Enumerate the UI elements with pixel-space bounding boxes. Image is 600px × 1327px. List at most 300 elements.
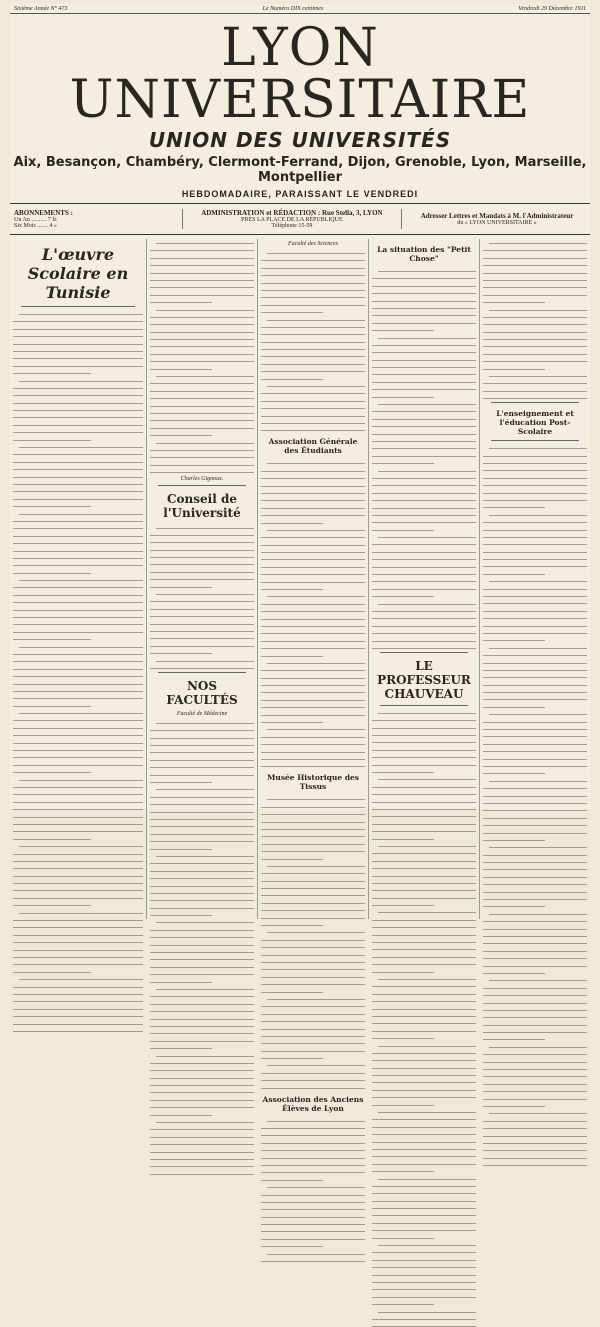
text-line xyxy=(13,620,143,625)
text-line xyxy=(261,286,365,291)
text-line xyxy=(372,990,476,995)
text-line xyxy=(150,246,254,251)
text-line xyxy=(13,739,143,744)
text-line xyxy=(150,1088,254,1093)
text-line xyxy=(261,637,365,642)
text-line xyxy=(372,738,476,743)
text-line xyxy=(372,1315,476,1320)
text-line xyxy=(372,489,476,494)
text-line xyxy=(13,694,143,699)
text-line xyxy=(372,526,434,531)
text-line xyxy=(150,1029,254,1034)
text-line xyxy=(489,910,587,915)
text-line xyxy=(378,1108,476,1113)
text-line xyxy=(378,975,476,980)
text-line xyxy=(13,820,143,825)
text-line xyxy=(261,1139,365,1144)
text-line xyxy=(150,620,254,625)
text-line xyxy=(150,970,254,975)
article-title-chauveau: LE PROFESSEUR CHAUVEAU xyxy=(377,658,471,701)
text-line xyxy=(372,370,476,375)
text-line xyxy=(150,431,212,436)
text-line xyxy=(261,570,365,575)
text-line xyxy=(261,293,365,298)
text-line xyxy=(13,879,143,884)
text-line xyxy=(372,1248,476,1253)
text-line xyxy=(483,607,587,612)
text-line xyxy=(483,474,587,479)
text-line xyxy=(489,710,587,715)
text-line xyxy=(372,407,476,412)
text-line xyxy=(150,416,254,421)
text-line xyxy=(483,1065,587,1070)
text-line xyxy=(150,1148,254,1153)
text-line xyxy=(150,1074,254,1079)
text-line xyxy=(372,622,476,627)
text-line xyxy=(489,976,587,981)
text-line xyxy=(261,733,365,738)
text-line xyxy=(261,352,365,357)
text-line xyxy=(13,428,143,433)
text-line xyxy=(150,379,254,384)
text-line xyxy=(261,973,365,978)
text-line xyxy=(13,613,143,618)
text-line xyxy=(483,673,587,678)
text-line xyxy=(13,569,91,574)
text-line xyxy=(372,1293,476,1298)
text-line xyxy=(483,350,587,355)
text-line xyxy=(483,254,587,259)
text-line xyxy=(261,906,365,911)
article-body xyxy=(483,444,587,1166)
text-line xyxy=(372,637,476,642)
text-line xyxy=(150,941,254,946)
text-line xyxy=(483,947,587,952)
text-line xyxy=(13,406,143,411)
text-line xyxy=(261,271,365,276)
text-line xyxy=(150,933,254,938)
text-line xyxy=(261,367,365,372)
text-line xyxy=(483,858,587,863)
text-line xyxy=(261,541,365,546)
text-line xyxy=(483,1035,545,1040)
article-title-post-scolaire: L'enseignement et l'éducation Post-Scolaire xyxy=(496,409,574,437)
text-line xyxy=(267,1250,365,1255)
text-line xyxy=(13,746,143,751)
text-line xyxy=(483,984,587,989)
text-line xyxy=(483,695,587,700)
text-line xyxy=(483,481,587,486)
text-line xyxy=(261,426,365,431)
text-line xyxy=(150,904,254,909)
text-line xyxy=(13,628,143,633)
text-line xyxy=(150,822,254,827)
text-line xyxy=(150,889,254,894)
text-line xyxy=(13,473,143,478)
text-line xyxy=(261,965,365,970)
text-line xyxy=(150,313,254,318)
text-line xyxy=(372,1182,476,1187)
text-line xyxy=(483,585,587,590)
text-line xyxy=(267,249,365,254)
text-line xyxy=(261,1039,365,1044)
text-line xyxy=(378,533,476,538)
text-line xyxy=(483,320,587,325)
address-sub: du « LYON UNIVERSITAIRE » xyxy=(457,220,537,226)
text-line xyxy=(378,1175,476,1180)
text-line xyxy=(156,785,254,790)
text-line xyxy=(13,761,143,766)
text-line xyxy=(13,1020,143,1025)
text-line xyxy=(372,1138,476,1143)
text-line xyxy=(372,614,476,619)
text-line xyxy=(261,914,365,919)
text-line xyxy=(372,430,476,435)
text-line xyxy=(13,857,143,862)
text-line xyxy=(372,1211,476,1216)
text-line xyxy=(156,372,254,377)
text-line xyxy=(150,1007,254,1012)
text-line xyxy=(372,1101,434,1106)
text-line xyxy=(483,865,587,870)
text-line xyxy=(483,814,587,819)
text-line xyxy=(372,960,476,965)
text-line xyxy=(19,776,143,781)
text-line xyxy=(267,659,365,664)
text-line xyxy=(372,474,476,479)
text-line xyxy=(378,400,476,405)
text-line xyxy=(13,650,143,655)
article-body xyxy=(13,310,143,1032)
text-line xyxy=(372,481,476,486)
text-line xyxy=(13,968,91,973)
text-line xyxy=(372,378,476,383)
text-line xyxy=(261,711,365,716)
text-line xyxy=(156,306,254,311)
text-line xyxy=(261,419,365,424)
text-line xyxy=(150,896,254,901)
text-line xyxy=(483,784,587,789)
text-line xyxy=(150,642,254,647)
text-line xyxy=(150,649,212,654)
text-line xyxy=(483,622,587,627)
text-line xyxy=(372,812,476,817)
text-line xyxy=(267,459,365,464)
text-line xyxy=(372,872,476,877)
text-line xyxy=(19,377,143,382)
text-line xyxy=(261,688,365,693)
text-line xyxy=(372,1071,476,1076)
text-line xyxy=(150,575,254,580)
text-line xyxy=(261,855,323,860)
text-line xyxy=(372,716,476,721)
text-line xyxy=(372,437,476,442)
text-line xyxy=(483,725,587,730)
text-line xyxy=(261,832,365,837)
text-line xyxy=(13,672,143,677)
text-line xyxy=(372,1278,476,1283)
text-line xyxy=(372,982,476,987)
text-line xyxy=(372,835,434,840)
text-line xyxy=(13,554,143,559)
text-line xyxy=(261,496,365,501)
text-line xyxy=(372,1300,434,1305)
text-line xyxy=(13,1027,143,1032)
text-line xyxy=(13,347,143,352)
text-line xyxy=(150,845,212,850)
text-line xyxy=(372,1152,476,1157)
text-line xyxy=(372,496,476,501)
text-line xyxy=(372,1256,476,1261)
text-line xyxy=(261,703,365,708)
text-line xyxy=(261,1010,365,1015)
text-line xyxy=(483,939,587,944)
text-line xyxy=(13,813,143,818)
text-line xyxy=(372,938,476,943)
text-line xyxy=(372,385,476,390)
text-line xyxy=(156,985,254,990)
address-box xyxy=(408,212,586,226)
text-line xyxy=(483,688,587,693)
text-line xyxy=(483,799,587,804)
text-line xyxy=(261,615,365,620)
text-line xyxy=(261,840,365,845)
text-line xyxy=(483,387,587,392)
text-line xyxy=(150,778,212,783)
article-title-facultes: NOS FACULTÉS xyxy=(166,678,238,707)
text-line xyxy=(13,783,143,788)
text-line xyxy=(483,1013,587,1018)
text-line xyxy=(483,291,587,296)
article-body xyxy=(150,719,254,1175)
text-line xyxy=(372,282,476,287)
text-line xyxy=(261,1054,323,1059)
text-line xyxy=(156,239,254,244)
article-title-conseil: Conseil de l'Université xyxy=(163,491,241,520)
text-line xyxy=(483,599,587,604)
text-line xyxy=(13,894,143,899)
text-line xyxy=(13,798,143,803)
text-line xyxy=(261,891,365,896)
issue-date: Vendredi 29 Décembre 1911 xyxy=(518,6,586,12)
text-line xyxy=(150,1155,254,1160)
text-line xyxy=(13,997,143,1002)
text-line xyxy=(261,555,365,560)
text-line xyxy=(372,518,476,523)
text-line xyxy=(483,489,587,494)
text-line xyxy=(483,283,587,288)
text-line xyxy=(150,1125,254,1130)
text-line xyxy=(483,718,587,723)
text-line xyxy=(372,311,476,316)
text-line xyxy=(483,851,587,856)
text-line xyxy=(13,465,143,470)
text-line xyxy=(261,330,365,335)
text-line xyxy=(372,820,476,825)
text-line xyxy=(483,747,587,752)
text-line xyxy=(13,1012,143,1017)
text-line xyxy=(483,962,587,967)
text-line xyxy=(150,874,254,879)
text-line xyxy=(483,592,587,597)
text-line xyxy=(13,480,143,485)
text-line xyxy=(261,958,365,963)
article-body xyxy=(372,709,476,1327)
text-line xyxy=(483,335,587,340)
text-line xyxy=(483,991,587,996)
text-line xyxy=(483,526,587,531)
text-line xyxy=(150,342,254,347)
text-line xyxy=(372,629,476,634)
text-line xyxy=(13,487,143,492)
text-line xyxy=(372,1263,476,1268)
text-line xyxy=(372,894,476,899)
text-line xyxy=(372,1005,476,1010)
text-line xyxy=(489,239,587,244)
text-line xyxy=(372,289,476,294)
text-line xyxy=(489,511,587,516)
text-line xyxy=(483,762,587,767)
text-line xyxy=(150,963,254,968)
text-line xyxy=(261,899,365,904)
text-line xyxy=(156,1118,254,1123)
text-line xyxy=(483,496,587,501)
text-line xyxy=(483,703,545,708)
text-line xyxy=(150,634,254,639)
text-line xyxy=(13,391,143,396)
weekly-line: HEBDOMADAIRE, PARAISSANT LE VENDREDI xyxy=(181,189,419,199)
text-line xyxy=(483,459,587,464)
text-line xyxy=(372,555,476,560)
text-line xyxy=(372,548,476,553)
text-line xyxy=(489,777,587,782)
text-line xyxy=(378,1308,476,1313)
text-line xyxy=(261,847,365,852)
text-line xyxy=(261,563,365,568)
text-line xyxy=(489,444,587,449)
text-line xyxy=(13,938,143,943)
text-line xyxy=(261,1191,365,1196)
text-line xyxy=(483,246,587,251)
text-line xyxy=(483,342,587,347)
text-line xyxy=(483,666,587,671)
text-line xyxy=(483,570,545,575)
text-line xyxy=(261,1025,365,1030)
text-line xyxy=(267,725,365,730)
text-line xyxy=(483,821,587,826)
text-line xyxy=(261,308,323,313)
text-line xyxy=(378,842,476,847)
text-line xyxy=(150,734,254,739)
text-line xyxy=(483,1072,587,1077)
text-line xyxy=(156,439,254,444)
text-line xyxy=(372,504,476,509)
text-line xyxy=(372,511,476,516)
text-line xyxy=(483,1006,587,1011)
text-line xyxy=(483,328,587,333)
text-line xyxy=(267,1117,365,1122)
text-line xyxy=(372,274,476,279)
text-line xyxy=(150,1022,254,1027)
text-line xyxy=(150,538,254,543)
subscriptions xyxy=(14,209,176,229)
text-line xyxy=(261,988,323,993)
text-line xyxy=(13,901,91,906)
text-line xyxy=(150,1000,254,1005)
text-line xyxy=(372,644,476,649)
text-line xyxy=(13,583,143,588)
text-line xyxy=(13,517,143,522)
text-line xyxy=(261,1235,365,1240)
text-line xyxy=(372,1145,476,1150)
text-line xyxy=(150,1059,254,1064)
text-line xyxy=(156,852,254,857)
text-line xyxy=(267,316,365,321)
text-line xyxy=(13,923,143,928)
text-line xyxy=(150,583,212,588)
text-line xyxy=(150,978,212,983)
text-line xyxy=(372,753,476,758)
text-line xyxy=(372,326,434,331)
article-body xyxy=(261,249,365,431)
text-line xyxy=(261,825,365,830)
text-line xyxy=(372,805,476,810)
phone: Téléphone 15-59 xyxy=(271,223,313,229)
text-line xyxy=(378,908,476,913)
text-line xyxy=(483,836,545,841)
text-line xyxy=(267,928,365,933)
text-line xyxy=(372,1167,434,1172)
text-line xyxy=(267,592,365,597)
text-line xyxy=(150,560,254,565)
faculty-subtitle: Faculté de Médecine xyxy=(176,710,228,717)
text-line xyxy=(261,1124,365,1129)
text-line xyxy=(372,1130,476,1135)
text-line xyxy=(372,783,476,788)
text-line xyxy=(267,382,365,387)
text-line xyxy=(150,597,254,602)
text-line xyxy=(261,467,365,472)
text-line xyxy=(483,1080,587,1085)
text-line xyxy=(150,1140,254,1145)
text-line xyxy=(156,719,254,724)
text-line xyxy=(150,911,212,916)
text-line xyxy=(267,1183,365,1188)
text-line xyxy=(13,960,143,965)
text-line xyxy=(150,1111,212,1116)
text-line xyxy=(372,879,476,884)
text-line xyxy=(378,1042,476,1047)
column-5 xyxy=(480,239,590,919)
article-body xyxy=(261,795,365,1088)
text-line xyxy=(156,1052,254,1057)
text-line xyxy=(150,276,254,281)
text-line xyxy=(372,452,476,457)
text-line xyxy=(150,948,254,953)
text-line xyxy=(150,612,254,617)
text-line xyxy=(372,1234,434,1239)
text-line xyxy=(483,917,587,922)
text-line xyxy=(261,803,365,808)
text-line xyxy=(372,341,476,346)
text-line xyxy=(13,702,91,707)
text-line xyxy=(150,409,254,414)
text-line xyxy=(483,1095,587,1100)
text-line xyxy=(19,909,143,914)
text-line xyxy=(261,622,365,627)
text-line xyxy=(483,1058,587,1063)
text-line xyxy=(372,1322,476,1327)
